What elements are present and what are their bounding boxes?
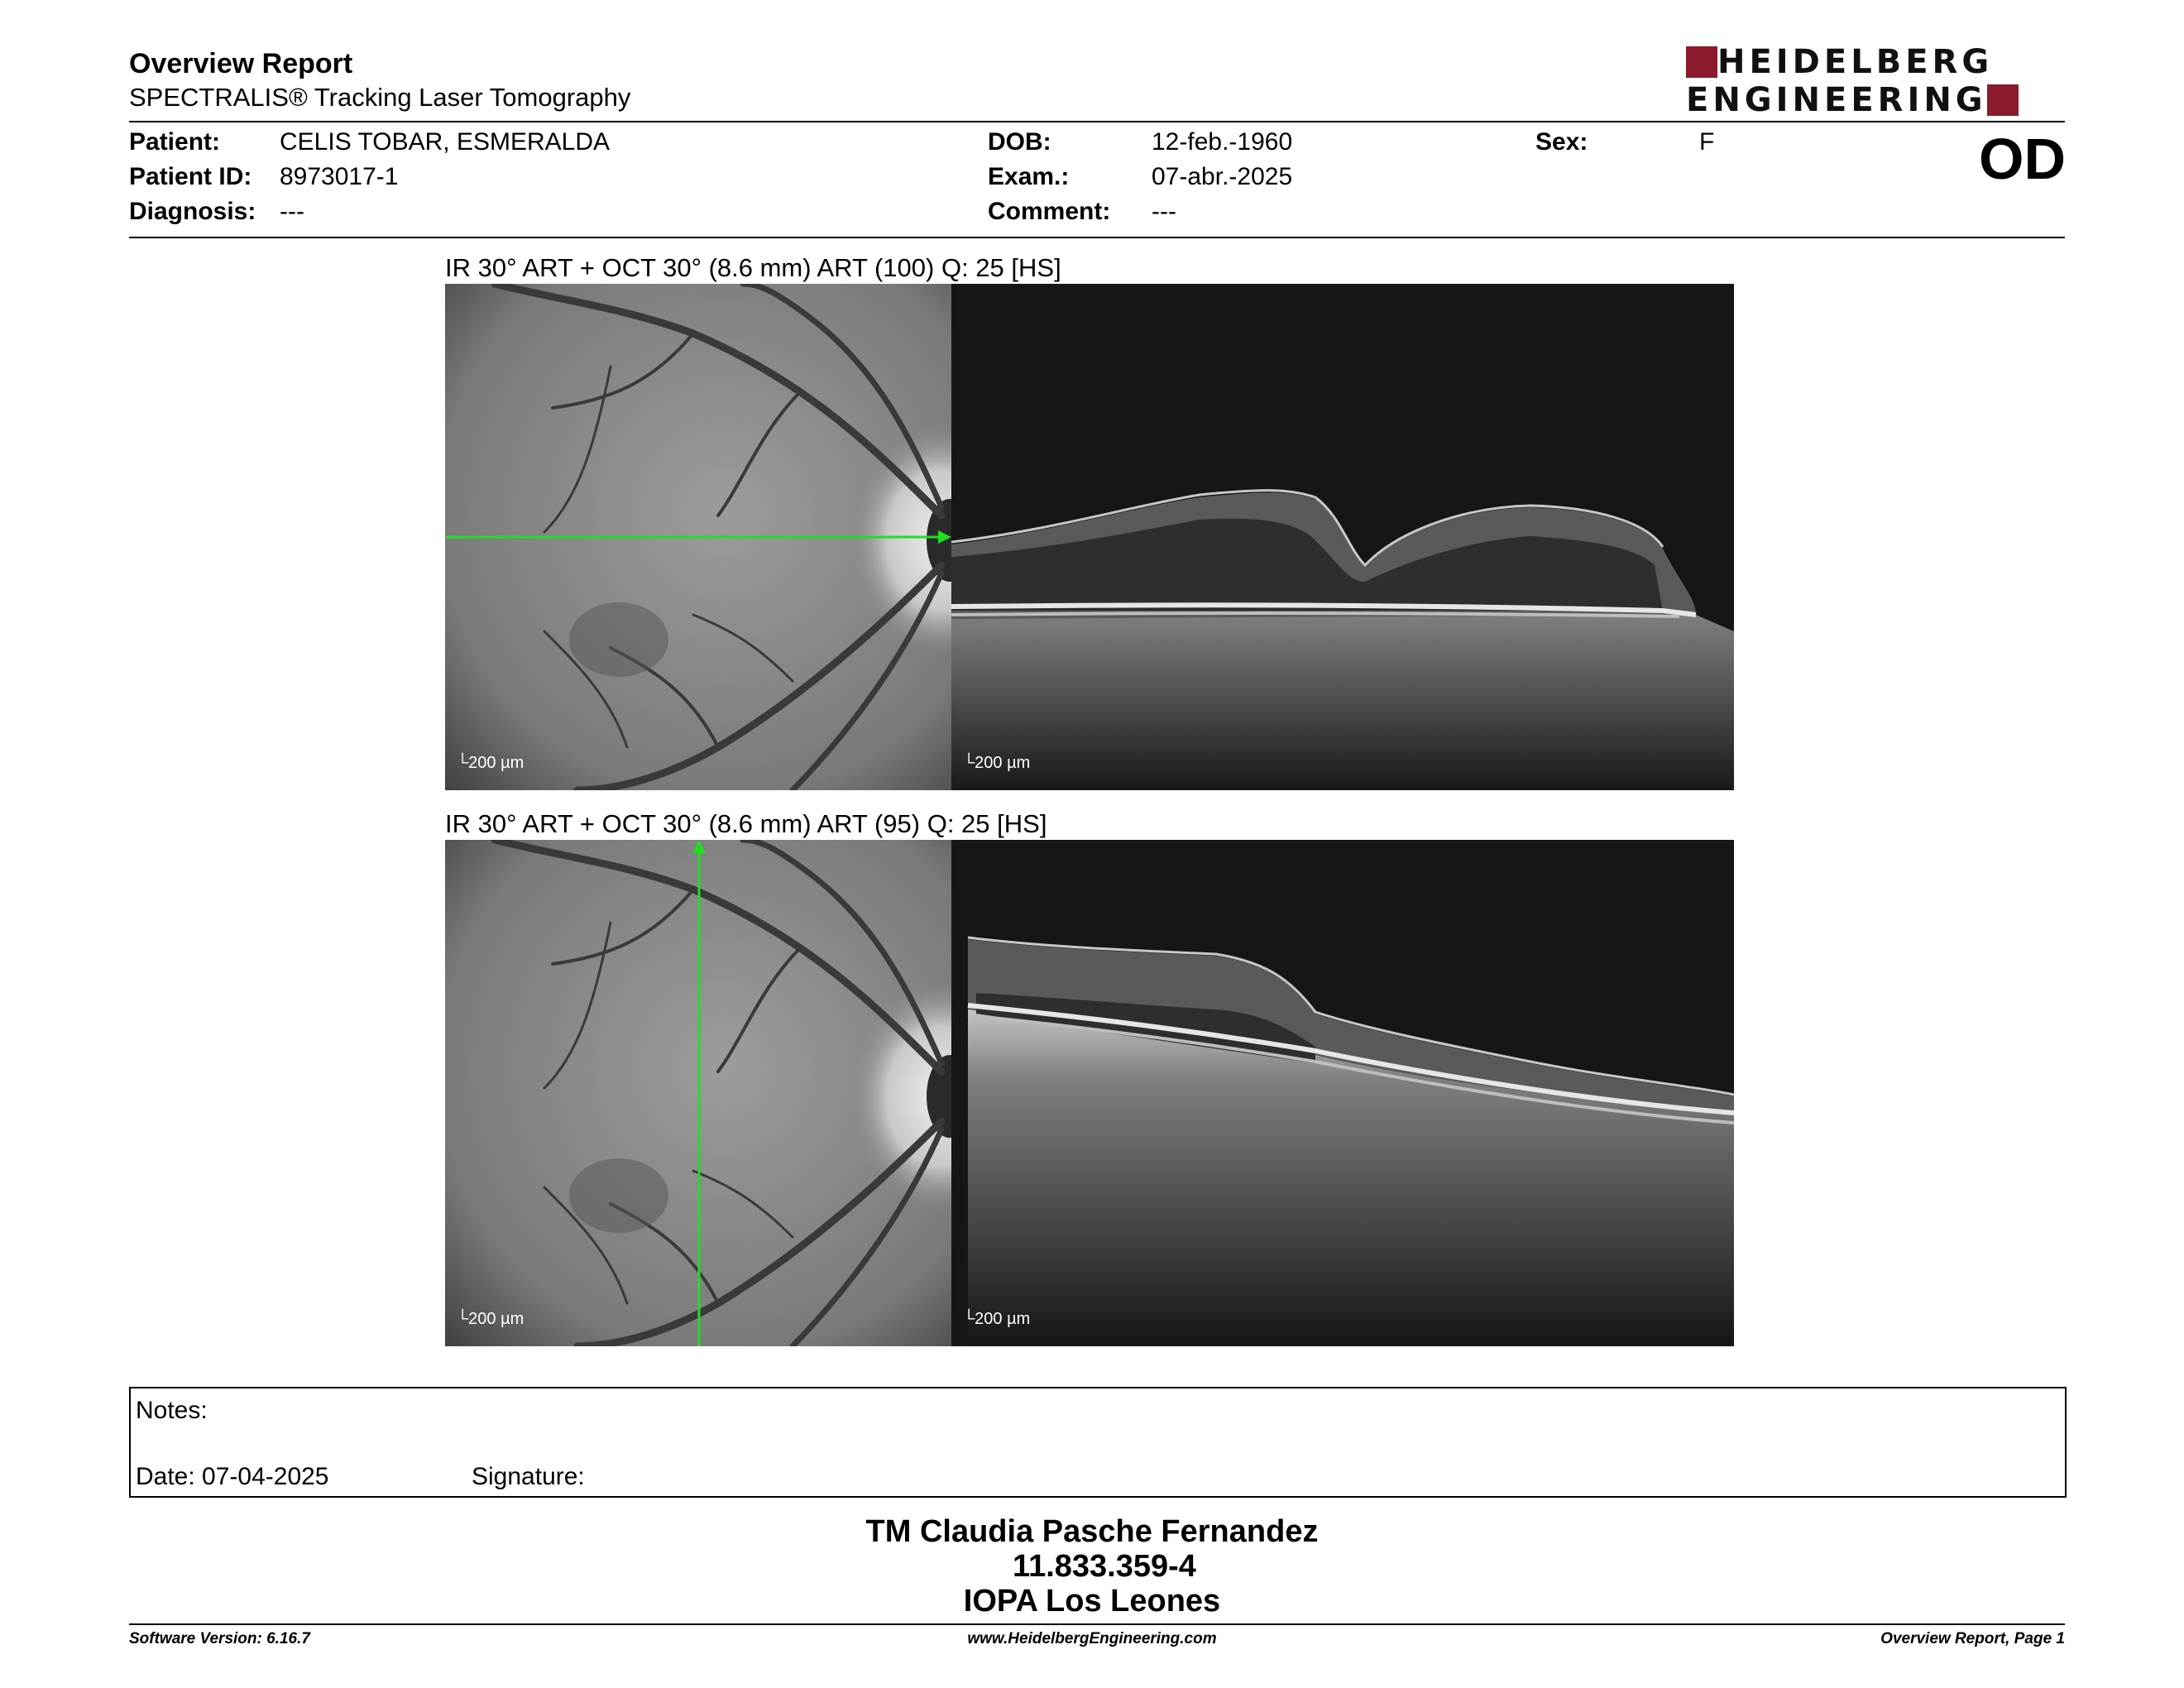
report-title: Overview Report xyxy=(129,48,353,79)
ir-fundus-image xyxy=(445,840,951,1346)
sex-label: Sex: xyxy=(1535,128,1588,156)
oct-bscan-image xyxy=(951,284,1734,790)
comment-label: Comment: xyxy=(988,198,1111,225)
ir-scale-bar: └200 µm xyxy=(457,754,524,772)
report-subtitle: SPECTRALIS® Tracking Laser Tomography xyxy=(129,83,631,112)
header-rule xyxy=(129,121,2065,122)
info-rule xyxy=(129,237,2065,238)
oct-bscan-graphic xyxy=(951,284,1734,790)
page-indicator: Overview Report, Page 1 xyxy=(1880,1630,2065,1647)
date-label: Date: 07-04-2025 xyxy=(136,1463,329,1490)
notes-box xyxy=(129,1387,2067,1498)
logo-line-1: HEIDELBERG xyxy=(1717,43,1994,81)
notes-label: Notes: xyxy=(136,1397,208,1424)
comment-value: --- xyxy=(1152,198,1176,225)
software-version: Software Version: 6.16.7 xyxy=(129,1630,310,1647)
exam-value: 07-abr.-2025 xyxy=(1152,163,1293,190)
ir-scale-label: 200 µm xyxy=(468,754,524,772)
exam-label: Exam.: xyxy=(988,163,1070,190)
diagnosis-label: Diagnosis: xyxy=(129,198,256,225)
oct-scale-bar: └200 µm xyxy=(963,1310,1031,1328)
footer-rule xyxy=(129,1623,2065,1625)
eye-indicator: OD xyxy=(1979,127,2066,191)
heidelberg-logo xyxy=(1686,43,2065,119)
oct-bscan-image xyxy=(951,840,1734,1346)
website-link[interactable]: www.HeidelbergEngineering.com xyxy=(967,1630,1217,1647)
dob-label: DOB: xyxy=(988,128,1051,156)
patient-id: 8973017-1 xyxy=(280,163,399,190)
oct-bscan-graphic xyxy=(951,840,1734,1346)
ir-fundus-graphic xyxy=(445,284,951,790)
logo-square-icon xyxy=(1987,84,2019,116)
logo-square-icon xyxy=(1686,46,1717,78)
stamp-id: 11.833.359-4 xyxy=(1013,1549,1196,1584)
stamp-name: TM Claudia Pasche Fernandez xyxy=(865,1514,1319,1549)
sex-value: F xyxy=(1699,128,1715,156)
ir-scale-bar: └200 µm xyxy=(457,1310,524,1328)
scan-caption: IR 30° ART + OCT 30° (8.6 mm) ART (100) Q: 25 [HS] xyxy=(445,253,1061,282)
oct-scale-bar: └200 µm xyxy=(963,754,1031,772)
oct-scale-label: 200 µm xyxy=(975,1310,1031,1328)
ir-fundus-graphic xyxy=(445,840,951,1346)
scan-caption: IR 30° ART + OCT 30° (8.6 mm) ART (95) Q: 25 [HS] xyxy=(445,809,1047,838)
signature-label: Signature: xyxy=(472,1463,585,1490)
diagnosis-value: --- xyxy=(280,198,304,225)
patient-name: CELIS TOBAR, ESMERALDA xyxy=(280,128,611,156)
patient-id-label: Patient ID: xyxy=(129,163,252,190)
logo-line-2: ENGINEERING xyxy=(1686,81,1987,119)
patient-label: Patient: xyxy=(129,128,221,156)
dob-value: 12-feb.-1960 xyxy=(1152,128,1293,156)
ir-fundus-image xyxy=(445,284,951,790)
stamp-institution: IOPA Los Leones xyxy=(963,1584,1221,1618)
oct-scale-label: 200 µm xyxy=(975,754,1031,772)
ir-scale-label: 200 µm xyxy=(468,1310,524,1328)
